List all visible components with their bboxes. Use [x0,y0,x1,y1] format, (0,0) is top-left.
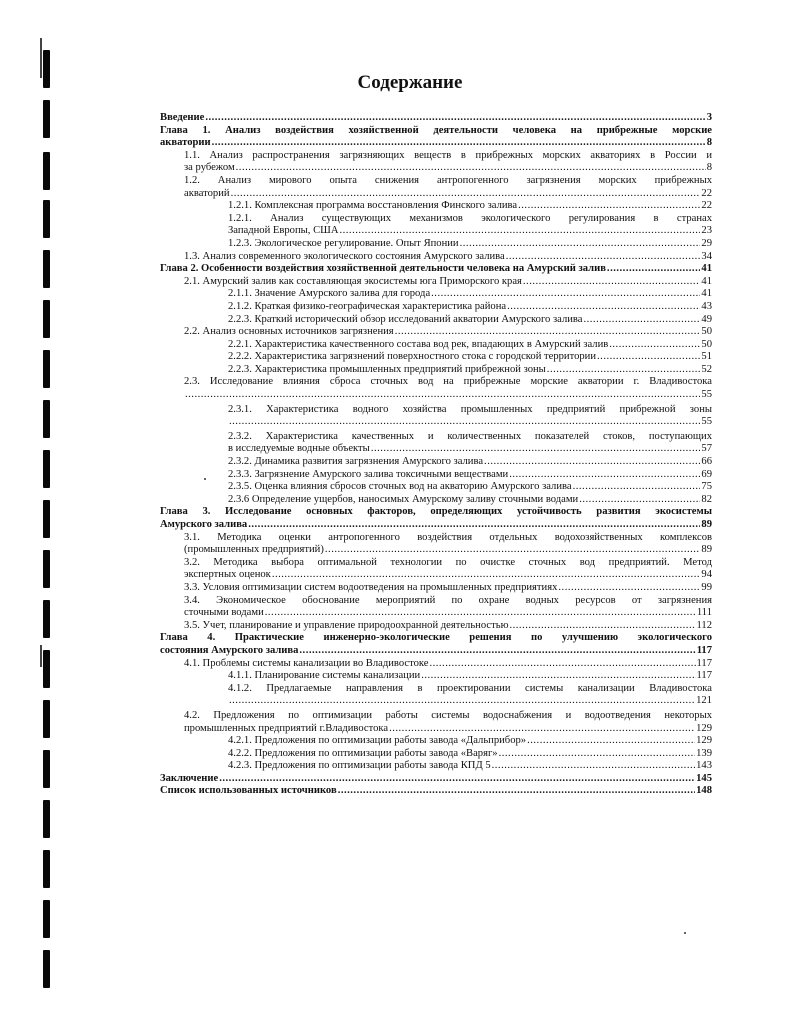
toc-entry [160,200,712,213]
toc-entry [160,658,712,671]
toc-line [228,443,712,456]
toc-line [228,288,712,301]
toc-entry [160,456,712,469]
toc-page-number: 121 [696,695,712,707]
toc-line [184,326,712,339]
toc-entry [160,785,712,798]
toc-entry-title: 4.1. Проблемы системы канализации во Владивостоке [184,657,429,669]
toc-page-number: 41 [701,263,712,275]
toc-dot-leader [507,301,700,314]
toc-page-number: 34 [701,250,712,262]
binding-hole [43,450,50,488]
toc-entry-title: 2.3.3. Загрязнение Амурского залива токсичными веществами [228,468,509,480]
toc-entry [160,760,712,773]
scan-speck [204,478,206,480]
toc-dot-leader [429,658,695,671]
toc-page-number: 41 [701,288,712,300]
toc-entry [160,683,712,708]
toc-entry-title: 1.2. Анализ мирового опыта снижения антропогенного загрязнения морских прибрежных [184,174,712,186]
toc-page-number: 89 [701,544,712,556]
toc-entry-title: 2.2.3. Характеристика промышленных предприятий прибрежной зоны [228,363,546,375]
toc-entry-title: сточными водами [184,607,264,619]
toc-line [160,112,712,125]
toc-page-number: 55 [701,389,712,401]
toc-page-number: 139 [696,747,712,759]
binding-hole [43,200,50,238]
toc-dot-leader [509,469,700,482]
toc-page-number: 143 [696,760,712,772]
toc-dot-leader [460,238,701,251]
toc-dot-leader [338,785,695,798]
toc-line [228,301,712,314]
toc-line [160,645,712,658]
toc-dot-leader [573,481,701,494]
toc-page-number: 41 [701,275,712,287]
toc-dot-leader [339,225,700,238]
toc-page-number: 22 [701,187,712,199]
toc-page-number: 94 [701,569,712,581]
toc-line [228,469,712,482]
toc-line [228,238,712,251]
binding-hole [43,500,50,538]
toc-entry [160,339,712,352]
toc-entry-title: 2.2.3. Краткий исторический обзор исследований акватории Амурского залива [228,313,583,325]
toc-entry-title: 2.3.2. Динамика развития загрязнения Амурского залива [228,456,484,468]
toc-entry-title: Глава 1. Анализ воздействия хозяйственной деятельности человека на прибрежные морские [160,124,712,136]
toc-entry-title: 4.2.1. Предложения по оптимизации работы завода «Дальприбор» [228,735,527,747]
toc-dot-leader [248,519,700,532]
toc-entry-title: 4.1.1. Планирование системы канализации [228,670,421,682]
toc-dot-leader [579,494,700,507]
binding-thin-line [40,645,42,667]
toc-line [160,263,712,276]
toc-page-number: 8 [706,162,712,174]
toc-line [184,582,712,595]
toc-page-number: 117 [696,657,712,669]
toc-entry-title: экспертных оценок [184,569,271,581]
toc-page-number: 8 [706,137,712,149]
toc-entry [160,351,712,364]
toc-entry [160,532,712,557]
toc-entry [160,670,712,683]
binding-hole [43,800,50,838]
binding-hole [43,350,50,388]
toc-dot-leader [431,288,700,301]
toc-entry [160,276,712,289]
toc-entry [160,748,712,761]
toc-entry [160,735,712,748]
toc-entry-title: 3.1. Методика оценки антропогенного воздействия отдельных водохозяйственных комплексов [184,531,712,543]
toc-dot-leader [558,582,700,595]
table-of-contents [160,112,712,798]
toc-dot-leader [609,339,700,352]
toc-entry-title: 2.2.2. Характеристика загрязнений поверхностного стока с городской территории [228,351,597,363]
toc-line [228,670,712,683]
toc-line [160,519,712,532]
toc-page-number: 145 [696,772,712,784]
binding-hole [43,850,50,888]
toc-entry [160,112,712,125]
toc-dot-leader [371,443,701,456]
toc-page-number: 22 [701,200,712,212]
toc-entry-title: 4.1.2. Предлагаемые направления в проектировании системы канализации Владивостока [228,682,712,694]
toc-page-number: 82 [701,493,712,505]
toc-entry-title: 1.2.3. Экологическое регулирование. Опыт Японии [228,237,459,249]
toc-dot-leader [325,544,701,557]
toc-entry-title: состояния Амурского залива [160,644,299,656]
toc-dot-leader [212,137,706,150]
toc-entry-title: 1.1. Анализ распространения загрязняющих веществ в прибрежных морских акваториях в России и [184,149,712,161]
toc-entry-title: за рубежом [184,162,235,174]
toc-entry-title: Список использованных источников [160,785,337,797]
toc-dot-leader [421,670,695,683]
toc-line [184,276,712,289]
toc-entry [160,314,712,327]
toc-entry [160,175,712,200]
toc-entry-title: Глава 2. Особенности воздействия хозяйственной деятельности человека на Амурский залив [160,263,606,275]
toc-dot-leader [231,188,701,201]
toc-dot-leader [509,620,695,633]
toc-dot-leader [499,748,696,761]
toc-entry [160,288,712,301]
toc-dot-leader [272,569,701,582]
toc-entry [160,263,712,276]
toc-entry-title: 2.3.5. Оценка влияния сбросов сточных вод на акваторию Амурского залива [228,481,572,493]
toc-dot-leader [547,364,701,377]
toc-entry [160,632,712,657]
toc-dot-leader [299,645,695,658]
toc-page-number: 43 [701,300,712,312]
binding-hole [43,100,50,138]
toc-line [228,339,712,352]
toc-dot-leader [607,263,700,276]
binding-strip [40,0,54,1024]
toc-entry-title: 2.2.1. Характеристика качественного состава вод рек, впадающих в Амурский залив [228,338,609,350]
toc-entry-title: 2.3.1. Характеристика водного хозяйства промышленных предприятий прибрежной зоны [228,403,712,415]
toc-line [228,494,712,507]
binding-hole [43,700,50,738]
toc-entry [160,326,712,339]
toc-entry [160,710,712,735]
toc-dot-leader [229,416,700,429]
toc-line [228,314,712,327]
toc-line [228,416,712,429]
toc-dot-leader [229,695,695,708]
toc-line [184,544,712,557]
toc-entry [160,506,712,531]
toc-dot-leader [265,607,696,620]
toc-page-number: 129 [696,722,712,734]
toc-line [184,251,712,264]
toc-page-number: 51 [701,351,712,363]
toc-dot-leader [389,723,695,736]
toc-line [184,188,712,201]
toc-entry-title: 2.1.2. Краткая физико-географическая характеристика района [228,300,507,312]
toc-line [228,200,712,213]
binding-thin-line [40,38,42,78]
toc-entry-title: Глава 4. Практические инженерно-экологические решения по улучшению экологического [160,632,712,644]
toc-entry-title: 3.2. Методика выбора оптимальной технологии по очистке сточных вод предприятий. Метод [184,556,712,568]
toc-page-number: 57 [701,443,712,455]
toc-page-number: 3 [706,112,712,123]
toc-line [184,162,712,175]
toc-dot-leader [583,314,700,327]
binding-hole [43,600,50,638]
toc-page-number: 75 [701,481,712,493]
toc-entry [160,582,712,595]
toc-entry-title: 2.3.2. Характеристика качественных и количественных показателей стоков, поступающих [228,430,712,442]
toc-entry-title: 2.3.6 Определение ущербов, наносимых Амурскому заливу сточными водами [228,493,579,505]
toc-line [184,607,712,620]
toc-entry [160,469,712,482]
toc-line [160,773,712,786]
toc-page-number: 55 [701,416,712,428]
toc-line [160,137,712,150]
toc-entry-title: Заключение [160,772,219,784]
toc-entry [160,301,712,314]
toc-page-number: 23 [701,225,712,237]
toc-dot-leader [518,200,700,213]
toc-entry [160,213,712,238]
toc-dot-leader [205,112,705,125]
toc-entry [160,620,712,633]
binding-hole [43,750,50,788]
toc-page-number: 117 [696,670,712,682]
toc-page-number: 148 [696,785,712,797]
binding-hole [43,900,50,938]
toc-dot-leader [236,162,706,175]
toc-entry-title: 3.4. Экономическое обоснование мероприятий по охране водных ресурсов от загрязнения [184,594,712,606]
toc-entry-title: 1.2.1. Комплексная программа восстановления Финского залива [228,200,518,212]
toc-page-number: 117 [696,644,712,656]
toc-page-number: 89 [701,519,712,530]
toc-page-number: 29 [701,237,712,249]
toc-dot-leader [185,389,700,402]
toc-page-number: 52 [701,363,712,375]
toc-dot-leader [597,351,700,364]
page-title: Содержание [357,72,463,93]
toc-page-number: 111 [696,607,712,619]
toc-entry-title: 1.3. Анализ современного экологического состояния Амурского залива [184,250,505,262]
toc-entry-title: Глава 3. Исследование основных факторов, определяющих устойчивость развития экосистемы [160,506,712,518]
toc-dot-leader [395,326,701,339]
toc-line [228,351,712,364]
toc-entry-title: 4.2.3. Предложения по оптимизации работы завода КПД 5 [228,760,491,772]
toc-line [184,723,712,736]
toc-line [228,695,712,708]
toc-entry-title: 1.2.1. Анализ существующих механизмов экологического регулирования в странах [228,212,712,224]
toc-page-number: 50 [701,338,712,350]
toc-page-number: 50 [701,326,712,338]
toc-line [228,735,712,748]
toc-dot-leader [506,251,701,264]
toc-entry [160,125,712,150]
toc-entry-title: Введение [160,112,205,123]
toc-entry [160,364,712,377]
toc-entry [160,238,712,251]
toc-page-number: 49 [701,313,712,325]
toc-entry [160,557,712,582]
binding-hole [43,950,50,988]
toc-entry-title: 2.1.1. Значение Амурского залива для города [228,288,431,300]
toc-line [228,364,712,377]
toc-page-number: 129 [696,735,712,747]
toc-entry [160,251,712,264]
toc-entry [160,404,712,429]
toc-line [160,785,712,798]
binding-hole [43,650,50,688]
toc-entry [160,481,712,494]
toc-entry-title: 3.3. Условия оптимизации систем водоотведения на промышленных предприятиях [184,581,558,593]
toc-entry [160,494,712,507]
toc-entry-title: Западной Европы, США [228,225,339,237]
binding-hole [43,400,50,438]
toc-entry-title: 4.2.2. Предложения по оптимизации работы завода «Варяг» [228,747,498,759]
toc-dot-leader [527,735,695,748]
toc-page-number: 99 [701,581,712,593]
toc-page-number: 69 [701,468,712,480]
toc-entry-title: (промышленных предприятий) [184,544,324,556]
toc-line [228,481,712,494]
toc-page-number: 66 [701,456,712,468]
toc-line [184,389,712,402]
toc-entry-title: промышленных предприятий г.Владивостока [184,722,389,734]
toc-entry [160,595,712,620]
toc-line [184,658,712,671]
toc-dot-leader [523,276,701,289]
binding-hole [43,300,50,338]
binding-hole [43,50,50,88]
toc-entry-title: 2.1. Амурский залив как составляющая экосистемы юга Приморского края [184,275,522,287]
toc-entry [160,150,712,175]
toc-entry-title: 3.5. Учет, планирование и управление природоохранной деятельностью [184,619,509,631]
toc-line [228,760,712,773]
binding-hole [43,152,50,190]
scan-speck [684,932,686,934]
toc-entry [160,376,712,401]
toc-entry-title: акваторий [184,187,230,199]
toc-entry [160,773,712,786]
toc-line [184,569,712,582]
toc-entry-title: 2.3. Исследование влияния сброса сточных вод на прибрежные морские акватории г. Владивостока [184,376,712,388]
toc-entry [160,431,712,456]
toc-page-number: 112 [696,619,712,631]
toc-dot-leader [492,760,695,773]
toc-line [228,748,712,761]
binding-hole [43,550,50,588]
binding-hole [43,250,50,288]
toc-dot-leader [219,773,695,786]
toc-line [228,225,712,238]
toc-entry-title: Амурского залива [160,519,248,530]
toc-line [184,620,712,633]
toc-line [228,456,712,469]
toc-entry-title: 2.2. Анализ основных источников загрязнения [184,326,394,338]
toc-dot-leader [484,456,700,469]
toc-entry-title: акватории [160,137,211,149]
toc-entry-title: 4.2. Предложения по оптимизации работы системы водоснабжения и водоотведения некоторых [184,709,712,721]
toc-entry-title: в исследуемые водные объекты [228,443,370,455]
